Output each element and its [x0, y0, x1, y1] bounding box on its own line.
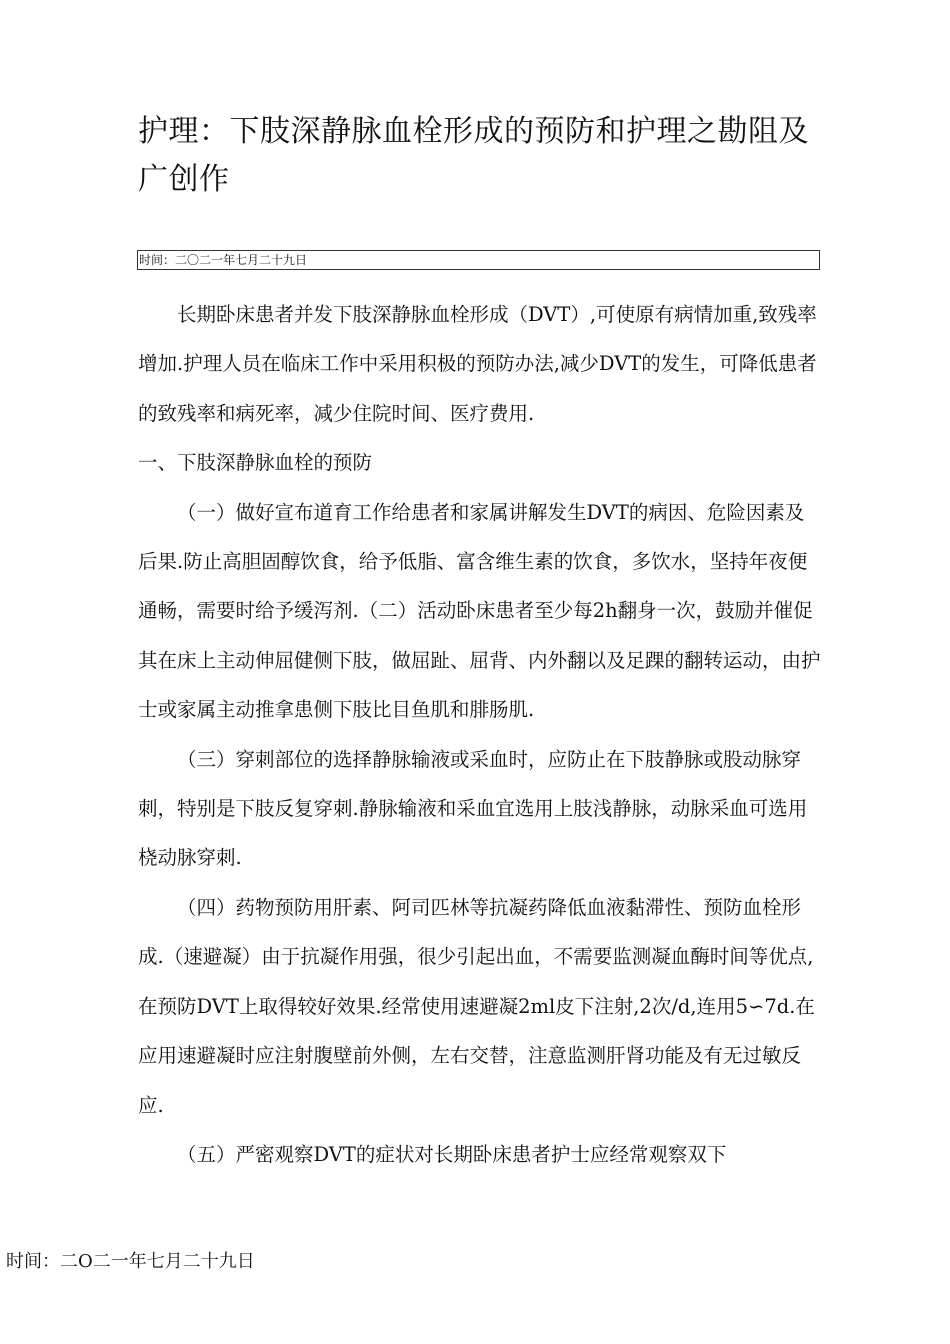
paragraph-item-5: （五）严密观察DVT的症状对长期卧床患者护士应经常观察双下	[177, 1142, 727, 1166]
section-heading: 一、下肢深静脉血栓的预防	[138, 451, 373, 475]
footer-date: 时间：二O二一年七月二十九日	[6, 1251, 255, 1272]
page-title: 护理：下肢深静脉血栓形成的预防和护理之勘阻及广创作	[138, 114, 809, 197]
date-box: 时间：二〇二一年七月二十九日	[137, 250, 820, 270]
paragraph-item-3: （三）穿刺部位的选择静脉输液或采血时，应防止在下肢静脉或股动脉穿刺，特别是下肢反复穿刺.静脉输液和采血宜选用上肢浅静脉，动脉采血可选用桡动脉穿刺.	[138, 747, 808, 870]
intro-paragraph: 长期卧床患者并发下肢深静脉血栓形成（DVT）,可使原有病情加重,致残率增加.护理人员在临床工作中采用积极的预防办法,减少DVT的发生，可降低患者的致残率和病死率，减少住院时间、医疗费用.	[138, 303, 817, 425]
document-body	[138, 290, 822, 1179]
paragraph-item-4: （四）药物预防用肝素、阿司匹林等抗凝药降低血液黏滞性、预防血栓形成.（速避凝）由于抗凝作用强，很少引起出血，不需要监测凝血酶时间等优点,在预防DVT上取得较好效果.经常使用速避凝2ml皮下注射,2次/d,连用5∽7d.在应用速避凝时应注射腹壁前外侧，左右交替，注意监测肝肾功能及有无过敏反应.	[138, 895, 815, 1117]
paragraph-item-1-2: （一）做好宣布道育工作给患者和家属讲解发生DVT的病因、危险因素及后果.防止高胆固醇饮食，给予低脂、富含维生素的饮食，多饮水，坚持年夜便通畅，需要时给予缓泻剂.（二）活动卧床患者至少每2h翻身一次，鼓励并催促其在床上主动伸屈健侧下肢，做屈趾、屈背、内外翻以及足踝的翻转运动，由护士或家属主动推拿患侧下肢比目鱼肌和腓肠肌.	[138, 500, 821, 722]
